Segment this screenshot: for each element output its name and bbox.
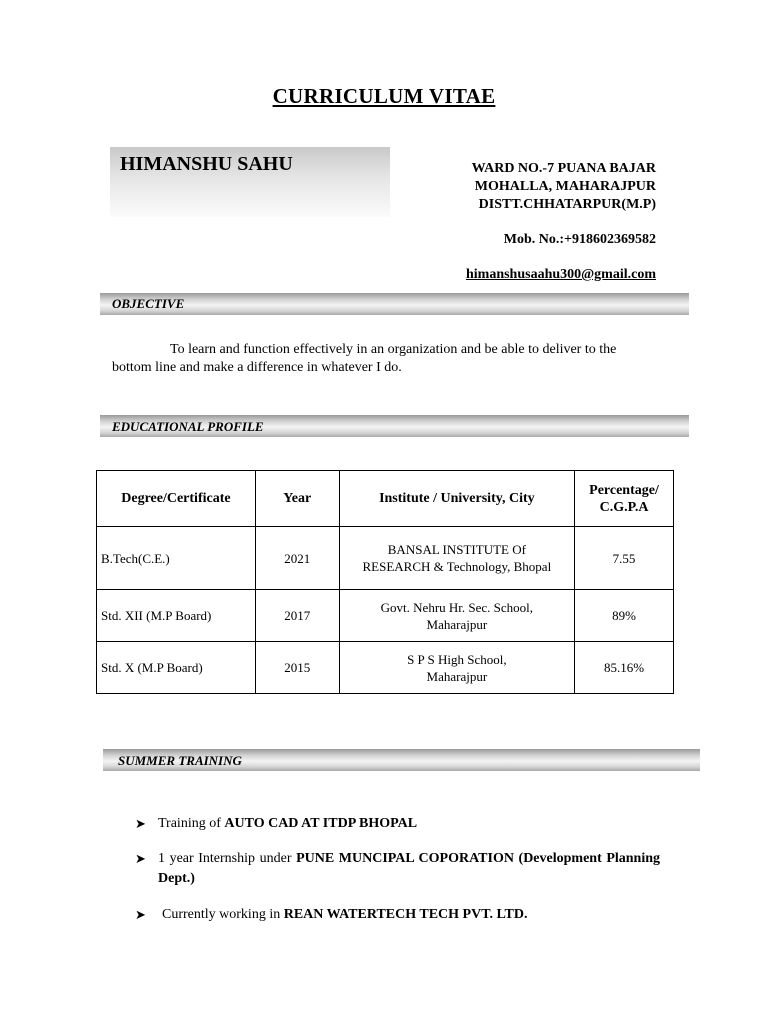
education-table [96, 470, 674, 694]
year-cell: 2017 [255, 590, 339, 642]
item-prefix: Training of [158, 816, 225, 831]
item-prefix: Currently working in [162, 907, 284, 922]
degree-cell: Std. X (M.P Board) [97, 642, 256, 694]
column-header: Year [255, 471, 339, 527]
arrow-bullet-icon: ➤ [135, 907, 146, 922]
table-row [97, 527, 674, 590]
education-heading: EDUCATIONAL PROFILE [112, 419, 264, 434]
item-bold: AUTO CAD AT ITDP BHOPAL [224, 816, 418, 831]
candidate-name: HIMANSHU SAHU [120, 153, 293, 175]
table-row [97, 642, 674, 694]
institute-cell [339, 642, 574, 694]
list-item [135, 814, 660, 834]
address-line: MOHALLA, MAHARAJPUR [474, 179, 656, 194]
objective-text: To learn and function effectively in an organization and be able to deliver to the bottom line and make a difference in whatever I do. [112, 342, 617, 375]
table-header-row [97, 471, 674, 527]
page-title: CURRICULUM VITAE [272, 84, 496, 108]
arrow-bullet-icon: ➤ [135, 851, 146, 866]
training-list [135, 814, 660, 925]
degree-cell: Std. XII (M.P Board) [97, 590, 256, 642]
institute-line: BANSAL INSTITUTE Of [387, 542, 526, 557]
item-bold: REAN WATERTECH TECH PVT. LTD. [283, 907, 528, 922]
institute-line: Maharajpur [426, 668, 488, 684]
address-line: DISTT.CHHATARPUR(M.P) [478, 197, 656, 212]
score-cell: 89% [575, 590, 674, 642]
institute-cell [339, 590, 574, 642]
email-link[interactable]: himanshusaahu300@gmail.com [465, 267, 656, 282]
objective-heading: OBJECTIVE [112, 296, 185, 311]
objective-section-bar [100, 293, 689, 315]
year-cell: 2015 [255, 642, 339, 694]
institute-line: S P S High School, [407, 651, 507, 667]
score-cell: 85.16% [575, 642, 674, 694]
column-header: Percentage/ C.G.P.A [575, 471, 674, 527]
institute-line: RESEARCH & Technology, Bhopal [362, 559, 552, 574]
institute-line: Govt. Nehru Hr. Sec. School, [380, 599, 534, 615]
address-line: WARD NO.-7 PUANA BAJAR [471, 161, 656, 176]
address-block [472, 160, 656, 214]
column-header: Institute / University, City [339, 471, 574, 527]
list-item [135, 849, 660, 889]
arrow-bullet-icon: ➤ [135, 816, 146, 831]
mobile-number: Mob. No.:+918602369582 [503, 232, 656, 247]
year-cell: 2021 [255, 527, 339, 590]
column-header: Degree/Certificate [97, 471, 256, 527]
training-heading: SUMMER TRAINING [118, 753, 242, 768]
list-item [135, 905, 660, 925]
degree-cell: B.Tech(C.E.) [97, 527, 256, 590]
table-row [97, 590, 674, 642]
institute-cell [339, 527, 574, 590]
item-bold: PUNE MUNCIPAL COPORATION (Development Planning Dept.) [158, 851, 661, 886]
item-prefix: 1 year Internship under [158, 851, 297, 866]
score-cell: 7.55 [575, 527, 674, 590]
institute-line: Maharajpur [426, 616, 488, 632]
